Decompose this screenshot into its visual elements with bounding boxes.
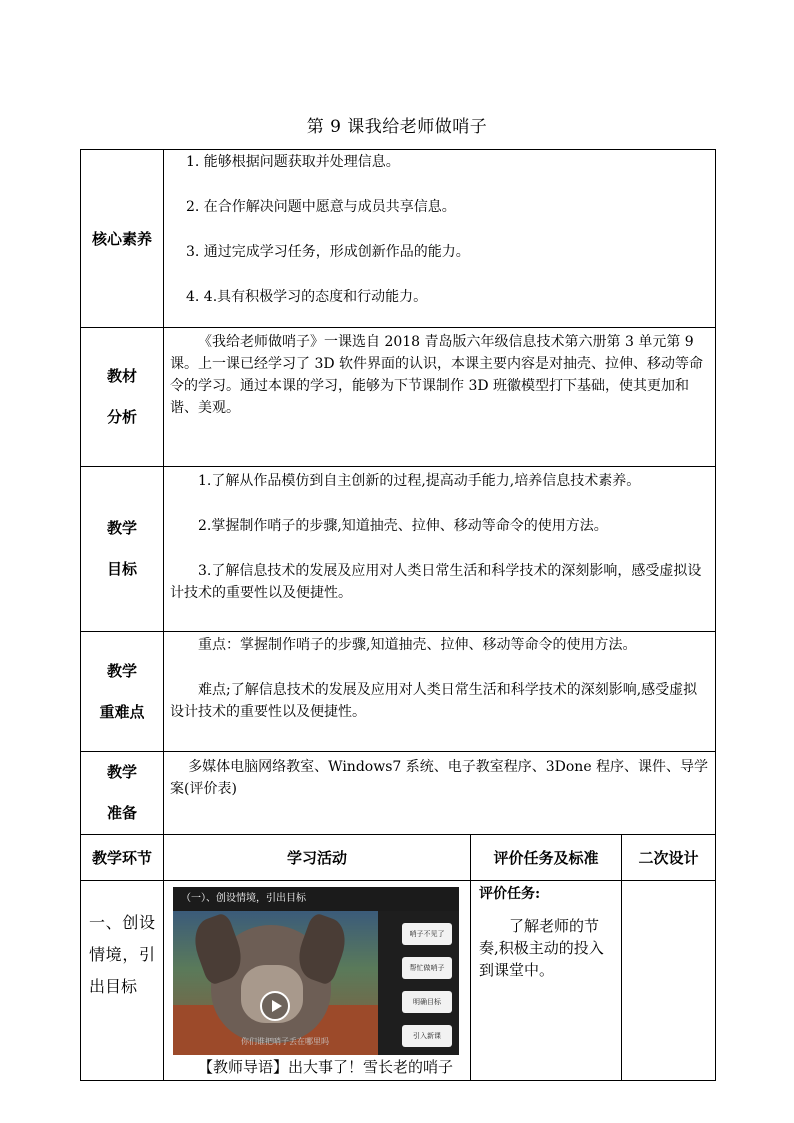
difficult-point: 难点;了解信息技术的发展及应用对人类日常生活和科学技术的深刻影响,感受虚拟设计技术的重要性以及便捷性。 [170,682,698,720]
video-side-menu [378,911,459,1055]
core-label-text: 核心素养 [91,229,152,248]
stage-1-activity [164,881,471,1081]
keypoints-label-2: 重难点 [99,702,145,721]
lesson-plan-table [80,149,716,1081]
goal-item-1: 1.了解从作品模仿到自主创新的过程,提高动手能力,培养信息技术素养。 [198,473,641,489]
menu-button-clarify-goal[interactable]: 明确目标 [402,991,452,1013]
header-stage: 教学环节 [81,835,164,881]
row-core-literacy [81,150,716,328]
header-evaluation: 评价任务及标准 [471,835,622,881]
goals-label-1: 教学 [106,519,137,537]
menu-button-new-lesson[interactable]: 引入新课 [402,1025,452,1047]
eval-text: 了解老师的节奏,积极主动的投入到课堂中。 [479,917,604,979]
header-redesign: 二次设计 [622,835,716,881]
row-material-analysis [81,328,716,467]
stage-1-evaluation [471,881,622,1081]
label-core-literacy [81,150,164,328]
intro-video[interactable] [173,887,459,1055]
core-item-3: 3. 通过完成学习任务，形成创新作品的能力。 [186,244,470,260]
stage-1-name: 一、创设情境，引出目标 [81,881,164,1081]
stage-1-row [81,881,716,1081]
label-key-points [81,632,164,752]
prep-label-1: 教学 [106,763,137,781]
video-scene [173,911,378,1055]
prep-label-2: 准备 [106,804,137,822]
menu-button-whistle-lost[interactable]: 哨子不见了 [402,923,452,945]
goal-item-2: 2.掌握制作哨子的步骤,知道抽壳、拉伸、移动等命令的使用方法。 [198,518,608,534]
material-label-1: 教材 [106,367,137,385]
core-item-1: 1. 能够根据问题获取并处理信息。 [186,154,400,170]
play-icon[interactable] [260,991,290,1021]
activity-header-row [81,835,716,881]
menu-button-help-make[interactable]: 帮忙做哨子 [402,957,452,979]
keypoints-label-1: 教学 [106,661,137,680]
header-activity: 学习活动 [164,835,471,881]
teacher-guide: 【教师导语】出大事了！雪长老的哨子 [198,1058,454,1076]
eval-title: 评价任务: [479,886,541,902]
label-material-analysis [81,328,164,467]
label-teaching-prep [81,752,164,835]
row-teaching-goals [81,467,716,632]
goals-label-2: 目标 [106,560,137,578]
stage-1-redesign [622,881,716,1081]
row-key-points [81,632,716,752]
cartoon-dog [211,925,331,1043]
document-title: 第 9 课我给老师做哨子 [306,117,488,137]
core-item-2: 2. 在合作解决问题中愿意与成员共享信息。 [186,199,456,215]
video-caption: 你们谁把哨子丢在哪里吗 [241,1037,329,1046]
label-teaching-goals [81,467,164,632]
video-title: （一）、创设情境，引出目标 [173,887,459,911]
prep-text: 多媒体电脑网络教室、Windows7 系统、电子教室程序、3Done 程序、课件、导学案(评价表) [170,759,709,797]
key-point: 重点：掌握制作哨子的步骤,知道抽壳、拉伸、移动等命令的使用方法。 [198,637,637,653]
row-teaching-prep [81,752,716,835]
core-item-4: 4. 4.具有积极学习的态度和行动能力。 [186,289,428,305]
goal-item-3: 3.了解信息技术的发展及应用对人类日常生活和科学技术的深刻影响，感受虚拟设计技术的重要性以及便捷性。 [170,563,702,601]
material-label-2: 分析 [106,408,137,426]
material-text: 《我给老师做哨子》一课选自 2018 青岛版六年级信息技术第六册第 3 单元第 9 课。上一课已经学习了 3D 软件界面的认识，本课主要内容是对抽壳、拉伸、移动等命令的学习。通过本课的学习，能够为下节课制作 3D 班徽模型打下基础，使其更加和谐、美观。 [170,334,704,416]
